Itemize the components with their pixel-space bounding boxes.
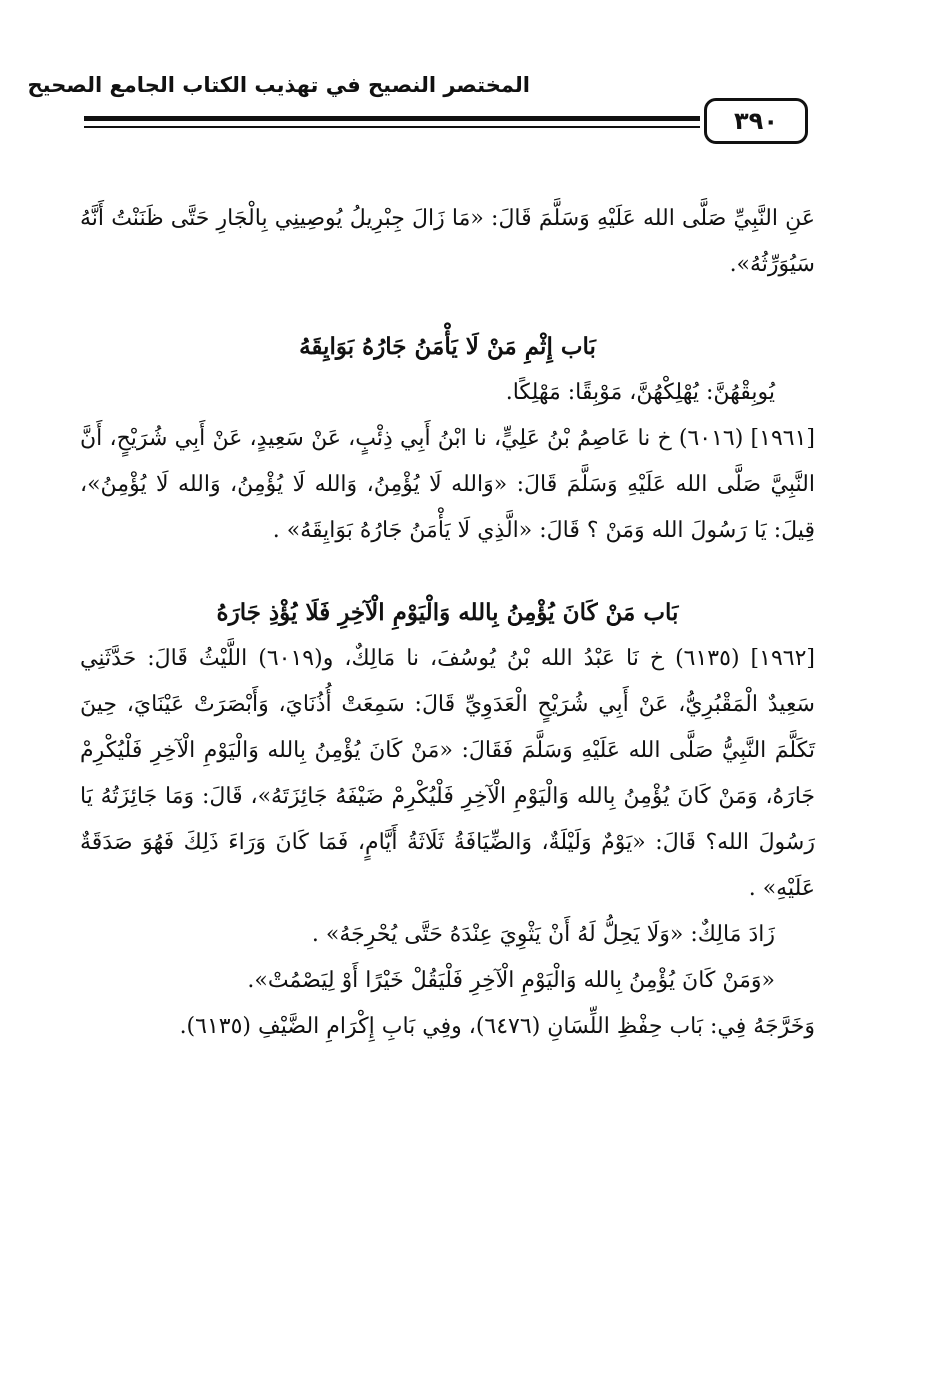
chapter-heading-1: بَاب إِثْمِ مَنْ لَا يَأْمَنُ جَارُهُ بَوَايِقَهُ [299, 333, 596, 360]
malik-addition: زَادَ مَالِكٌ: «وَلَا يَحِلُّ لَهُ أَنْ يَثْوِيَ عِنْدَهُ حَتَّى يُحْرِجَهُ» . [311, 922, 775, 947]
hadith-1961: [١٩٦١] (٦٠١٦) خ نا عَاصِمُ بْنُ عَلِيٍّ، نا ابْنُ أَبِي ذِئْبٍ، عَنْ سَعِيدٍ، عَنْ أَبِي شُرَيْحٍ، أَنَّ النَّبِيَّ صَلَّى الله عَلَيْهِ وَسَلَّمَ قَالَ: «وَالله لَا يُؤْمِنُ، وَالله لَا يُؤْمِنُ، وَالله لَا يُؤْمِنُ»، قِيلَ: يَا رَسُولَ الله وَمَنْ ؟ قَالَ: «الَّذِي لَا يَأْمَنُ جَارُهُ بَوَايِقَهُ» . [80, 426, 815, 543]
page-number: ٣٩٠ [704, 98, 808, 144]
chapter-heading-2: بَاب مَنْ كَانَ يُؤْمِنُ بِالله وَالْيَوْمِ الْآخِرِ فَلَا يُؤْذِ جَارَهُ [216, 599, 679, 626]
spacer [80, 288, 815, 310]
header-rule-thick [84, 116, 700, 121]
word-gloss: يُوبِقْهُنَّ: يُهْلِكْهُنَّ، مَوْبِقًا: مَهْلِكًا. [505, 380, 775, 405]
hadith-saying: «وَمَنْ كَانَ يُؤْمِنُ بِالله وَالْيَوْمِ الْآخِرِ فَلْيَقُلْ خَيْرًا أَوْ لِيَصْمُتْ». [247, 968, 775, 993]
paragraph-hadith-continuation: عَنِ النَّبِيِّ صَلَّى الله عَلَيْهِ وَسَلَّمَ قَالَ: «مَا زَالَ جِبْرِيلُ يُوصِينِي بِالْجَارِ حَتَّى ظَنَنْتُ أَنَّهُ سَيُوَرِّثُهُ». [80, 206, 815, 277]
page-body [80, 196, 815, 1050]
spacer [80, 554, 815, 576]
header-rule-thin [84, 126, 700, 128]
hadith-1962: [١٩٦٢] (٦١٣٥) خ نَا عَبْدُ الله بْنُ يُوسُفَ، نا مَالِكٌ، و(٦٠١٩) اللَّيْثُ قَالَ: حَدَّثَنِي سَعِيدٌ الْمَقْبُرِيُّ، عَنْ أَبِي شُرَيْحٍ الْعَدَوِيِّ قَالَ: سَمِعَتْ أُذُنَايَ، وَأَبْصَرَتْ عَيْنَايَ، حِينَ تَكَلَّمَ النَّبِيُّ صَلَّى الله عَلَيْهِ وَسَلَّمَ فَقَالَ: «مَنْ كَانَ يُؤْمِنُ بِالله وَالْيَوْمِ الْآخِرِ فَلْيُكْرِمْ جَارَهُ، وَمَنْ كَانَ يُؤْمِنُ بِالله وَالْيَوْمِ الْآخِرِ فَلْيُكْرِمْ ضَيْفَهُ جَائِزَتَهُ»، قَالَ: وَمَا جَائِزَتُهُ يَا رَسُولَ الله؟ قَالَ: «يَوْمٌ وَلَيْلَةٌ، وَالضِّيَافَةُ ثَلَاثَةُ أَيَّامٍ، فَمَا كَانَ وَرَاءَ ذَلِكَ فَهُوَ صَدَقَةٌ عَلَيْهِ» . [80, 646, 815, 901]
cross-reference: وَخَرَّجَهُ فِي: بَاب حِفْظِ اللِّسَانِ (٦٤٧٦)، وفِي بَابِ إِكْرَامِ الضَّيْفِ (٦١٣٥). [179, 1014, 815, 1039]
page-header [0, 0, 938, 150]
running-title: المختصر النصيح في تهذيب الكتاب الجامع الصحيح [27, 73, 530, 97]
